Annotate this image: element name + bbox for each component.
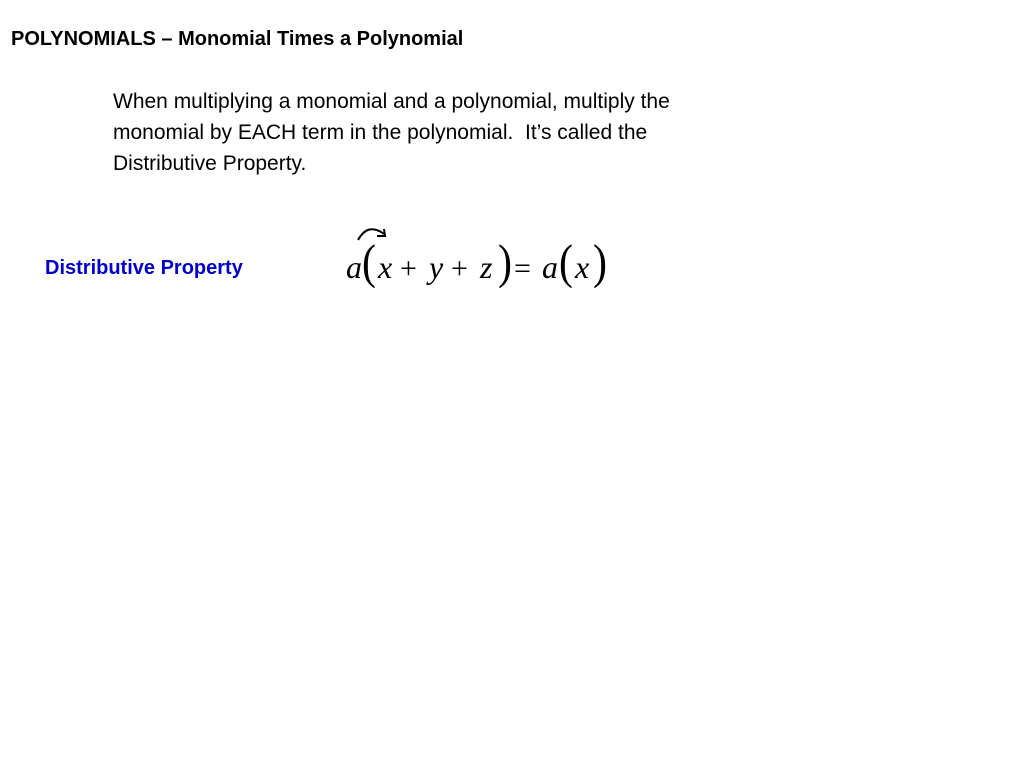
formula-close-paren: ) xyxy=(498,235,512,289)
distributive-formula xyxy=(338,220,618,300)
formula-a: a xyxy=(542,249,558,285)
intro-paragraph xyxy=(113,86,813,179)
formula-plus: + xyxy=(400,252,417,285)
intro-line: monomial by EACH term in the polynomial. It’s called the xyxy=(113,121,648,144)
intro-line: Distributive Property. xyxy=(113,152,307,175)
intro-line: When multiplying a monomial and a polynomial, multiply the xyxy=(113,90,670,113)
formula-a: a xyxy=(346,249,362,285)
formula-y: y xyxy=(429,249,444,285)
formula-plus: + xyxy=(451,252,468,285)
formula-x: x xyxy=(575,249,590,285)
formula-z: z xyxy=(480,249,493,285)
formula-open-paren: ( xyxy=(362,235,376,289)
slide-title: POLYNOMIALS – Monomial Times a Polynomial xyxy=(11,28,464,50)
formula-open-paren: ( xyxy=(559,235,573,289)
formula-close-paren: ) xyxy=(593,235,607,289)
formula-x: x xyxy=(378,249,393,285)
formula-svg xyxy=(338,220,618,300)
distributive-property-label: Distributive Property xyxy=(45,257,243,279)
formula-equals: = xyxy=(514,252,531,285)
